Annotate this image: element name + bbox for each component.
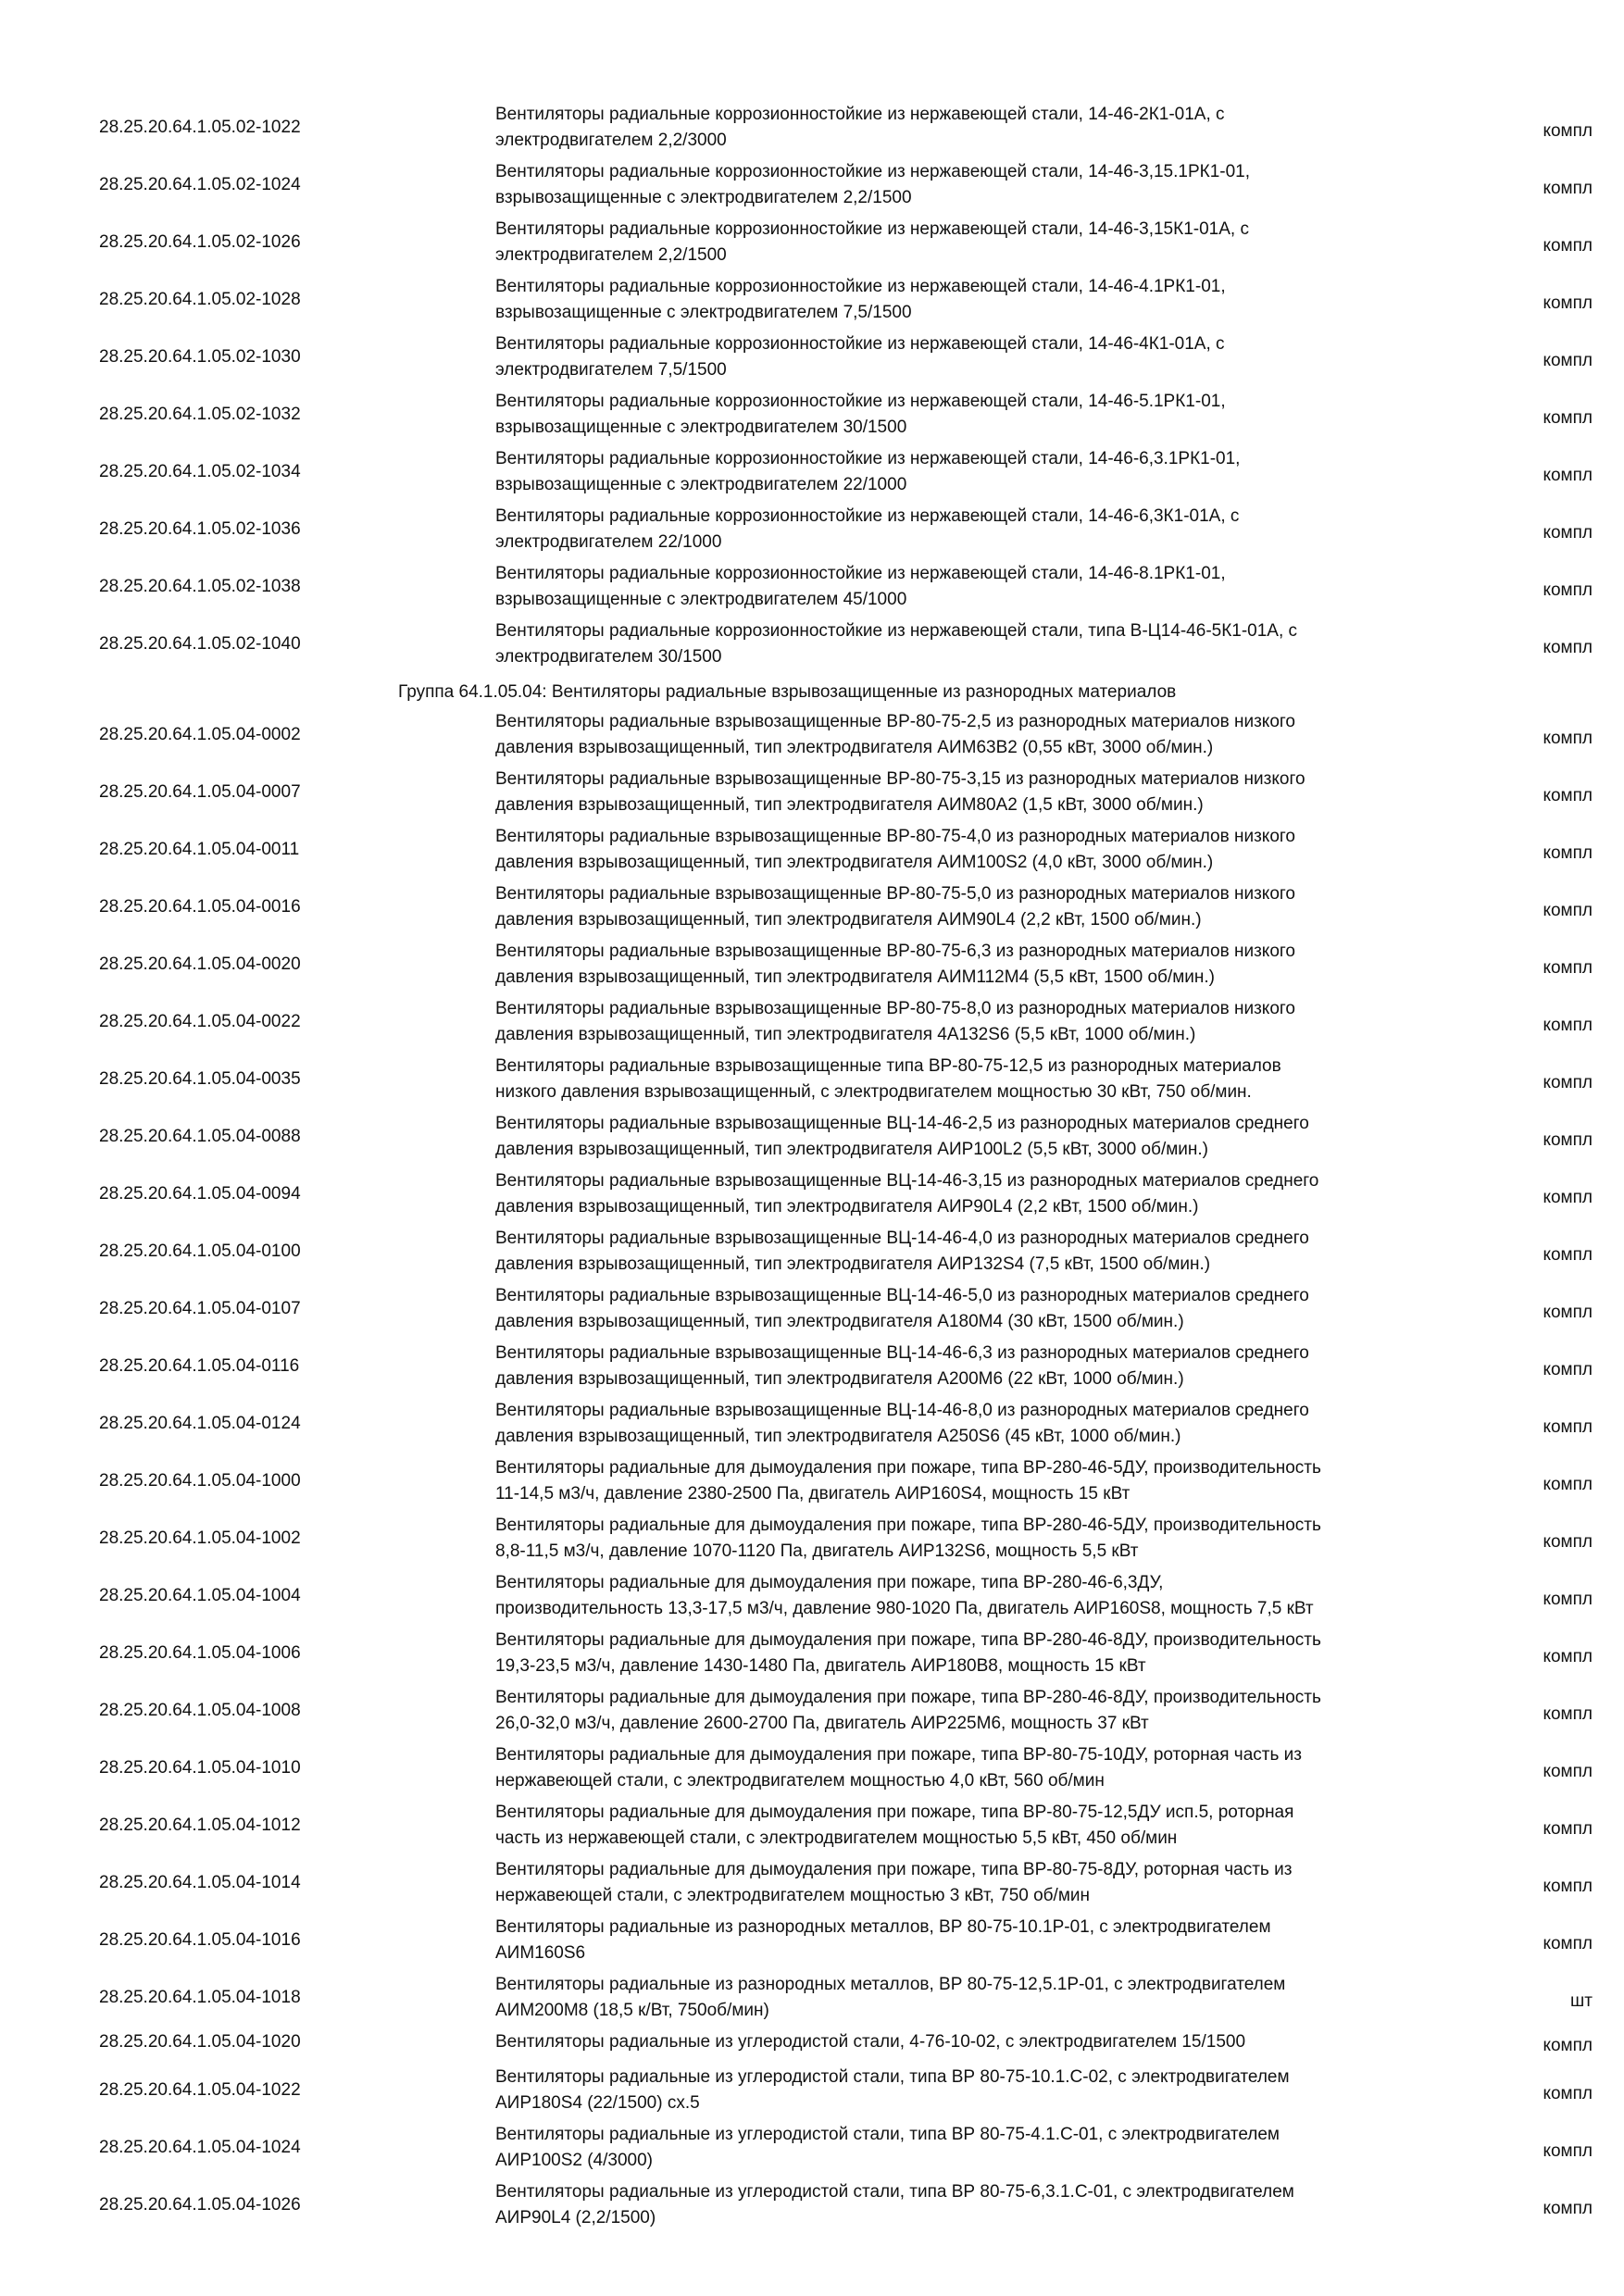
description-line: Вентиляторы радиальные коррозионностойкие из нержавеющей стали, 14-46-6,3К1-01А, с [495,506,1240,526]
resource-code: 28.25.20.64.1.05.04-1002 [99,1529,301,1548]
resource-description [495,1455,1449,1507]
resource-description [495,824,1449,876]
description-line: электродвигателем 30/1500 [495,647,722,667]
resource-description [495,102,1449,154]
resource-code: 28.25.20.64.1.05.04-0124 [99,1414,301,1433]
resource-code: 28.25.20.64.1.05.04-1010 [99,1758,301,1778]
unit-of-measure: компл [1543,2141,1593,2161]
unit-of-measure: компл [1543,1647,1593,1666]
table-row [0,824,1624,876]
resource-description [495,1628,1449,1679]
description-line: Вентиляторы радиальные коррозионностойкие из нержавеющей стали, 14-46-6,3.1РК1-01, [495,449,1241,468]
resource-code: 28.25.20.64.1.05.02-1034 [99,462,301,481]
description-line: Вентиляторы радиальные из углеродистой стали, типа ВР 80-75-4.1.С-01, с электродвигателем [495,2125,1280,2144]
description-line: АИМ160S6 [495,1943,586,1963]
description-line: электродвигателем 22/1000 [495,532,722,552]
table-row [0,1742,1624,1794]
resource-code: 28.25.20.64.1.05.02-1036 [99,519,301,539]
table-row [0,389,1624,441]
table-row [0,159,1624,211]
table-row [0,1628,1624,1679]
description-line: давления взрывозащищенный, тип электродвигателя АИМ90L4 (2,2 кВт, 1500 об/мин.) [495,910,1202,930]
description-line: взрывозащищенные с электродвигателем 22/1000 [495,475,907,494]
unit-of-measure: компл [1543,1417,1593,1437]
unit-of-measure: компл [1543,1532,1593,1552]
resource-code: 28.25.20.64.1.05.02-1038 [99,577,301,596]
resource-code: 28.25.20.64.1.05.02-1040 [99,634,301,654]
resource-code: 28.25.20.64.1.05.04-1026 [99,2195,301,2215]
unit-of-measure: компл [1543,843,1593,863]
resource-code: 28.25.20.64.1.05.02-1022 [99,118,301,137]
description-line: Вентиляторы радиальные взрывозащищенные ВЦ-14-46-2,5 из разнородных материалов среднего [495,1114,1309,1133]
resource-description [495,1226,1449,1278]
resource-code: 28.25.20.64.1.05.04-1012 [99,1816,301,1835]
description-line: низкого давления взрывозащищенный, с электродвигателем мощностью 30 кВт, 750 об/мин. [495,1082,1252,1102]
resource-code: 28.25.20.64.1.05.02-1028 [99,290,301,309]
table-row [0,331,1624,383]
resource-code: 28.25.20.64.1.05.02-1030 [99,347,301,367]
table-row [0,2029,1624,2055]
resource-description [495,1972,1449,2024]
table-row [0,767,1624,818]
description-line: давления взрывозащищенный, тип электродвигателя АИМ80А2 (1,5 кВт, 3000 об/мин.) [495,795,1204,815]
description-line: 11-14,5 м3/ч, давление 2380-2500 Па, двигатель АИР160S4, мощность 15 кВт [495,1484,1131,1504]
resource-description [495,2179,1449,2231]
description-line: 19,3-23,5 м3/ч, давление 1430-1480 Па, двигатель АИР180В8, мощность 15 кВт [495,1656,1146,1676]
unit-of-measure: компл [1543,1245,1593,1265]
unit-of-measure: компл [1543,1704,1593,1724]
table-row [0,102,1624,154]
description-line: Вентиляторы радиальные взрывозащищенные ВР-80-75-8,0 из разнородных материалов низкого [495,999,1295,1018]
description-line: АИР100S2 (4/3000) [495,2151,653,2170]
table-row [0,996,1624,1048]
unit-of-measure: компл [1543,1934,1593,1953]
description-line: электродвигателем 2,2/3000 [495,131,727,150]
description-line: Вентиляторы радиальные коррозионностойкие из нержавеющей стали, 14-46-2К1-01А, с [495,105,1225,124]
group-header [0,676,1624,709]
description-line: Вентиляторы радиальные из углеродистой стали, типа ВР 80-75-6,3.1.С-01, с электродвигателем [495,2182,1294,2202]
table-row [0,1570,1624,1622]
description-line: Вентиляторы радиальные коррозионностойкие из нержавеющей стали, 14-46-5.1РК1-01, [495,392,1226,411]
resource-description [495,618,1449,670]
description-line: Вентиляторы радиальные коррозионностойкие из нержавеющей стали, 14-46-4.1РК1-01, [495,277,1226,296]
unit-of-measure: компл [1543,1877,1593,1896]
unit-of-measure: компл [1543,466,1593,485]
resource-description [495,1283,1449,1335]
description-line: нержавеющей стали, с электродвигателем мощностью 4,0 кВт, 560 об/мин [495,1771,1105,1791]
description-line: взрывозащищенные с электродвигателем 2,2/1500 [495,188,912,207]
table-row [0,1455,1624,1507]
table-row [0,881,1624,933]
unit-of-measure: компл [1543,408,1593,428]
resource-description [495,389,1449,441]
description-line: давления взрывозащищенный, тип электродвигателя А250S6 (45 кВт, 1000 об/мин.) [495,1427,1181,1446]
unit-of-measure: компл [1543,729,1593,748]
table-row [0,1800,1624,1852]
unit-of-measure: компл [1543,1188,1593,1207]
description-line: Вентиляторы радиальные взрывозащищенные ВЦ-14-46-6,3 из разнородных материалов среднего [495,1343,1309,1363]
resource-code: 28.25.20.64.1.05.04-1016 [99,1930,301,1950]
description-line: Вентиляторы радиальные взрывозащищенные ВЦ-14-46-5,0 из разнородных материалов среднего [495,1286,1309,1305]
resource-description [495,2122,1449,2174]
description-line: Вентиляторы радиальные для дымоудаления при пожаре, типа ВР-280-46-8ДУ, производительность [495,1688,1321,1707]
resource-code: 28.25.20.64.1.05.02-1024 [99,175,301,194]
description-line: Вентиляторы радиальные для дымоудаления при пожаре, типа ВР-280-46-6,3ДУ, [495,1573,1164,1592]
table-row [0,561,1624,613]
description-line: давления взрывозащищенный, тип электродвигателя АИР90L4 (2,2 кВт, 1500 об/мин.) [495,1197,1199,1217]
resource-code: 28.25.20.64.1.05.04-1018 [99,1988,301,2007]
table-row [0,1283,1624,1335]
description-line: Вентиляторы радиальные из углеродистой стали, 4-76-10-02, с электродвигателем 15/1500 [495,2032,1246,2052]
table-row [0,1168,1624,1220]
table-row [0,1226,1624,1278]
description-line: взрывозащищенные с электродвигателем 30/1500 [495,418,907,437]
unit-of-measure: компл [1543,2199,1593,2218]
description-line: Вентиляторы радиальные коррозионностойкие из нержавеющей стали, типа В-Ц14-46-5К1-01А, с [495,621,1298,641]
description-line: Вентиляторы радиальные коррозионностойкие из нержавеющей стали, 14-46-3,15К1-01А, с [495,219,1249,239]
description-line: Вентиляторы радиальные для дымоудаления при пожаре, типа ВР-80-75-10ДУ, роторная часть из [495,1745,1302,1765]
resource-description [495,1570,1449,1622]
description-line: нержавеющей стали, с электродвигателем мощностью 3 кВт, 750 об/мин [495,1886,1091,1905]
resource-code: 28.25.20.64.1.05.04-0007 [99,782,301,802]
resource-description [495,2029,1449,2055]
unit-of-measure: компл [1543,1303,1593,1322]
resource-description [495,881,1449,933]
description-line: взрывозащищенные с электродвигателем 7,5/1500 [495,303,912,322]
table-row [0,1915,1624,1966]
description-line: электродвигателем 2,2/1500 [495,245,727,265]
resource-description [495,1915,1449,1966]
unit-of-measure: компл [1543,1819,1593,1839]
unit-of-measure: компл [1543,901,1593,920]
resource-code: 28.25.20.64.1.05.04-1020 [99,2032,301,2052]
table-row [0,1685,1624,1737]
resource-code: 28.25.20.64.1.05.04-1008 [99,1701,301,1720]
description-line: АИР90L4 (2,2/1500) [495,2208,656,2227]
description-line: АИМ200М8 (18,5 к/Вт, 750об/мин) [495,2001,769,2020]
unit-of-measure: компл [1543,2036,1593,2055]
description-line: Вентиляторы радиальные коррозионностойкие из нержавеющей стали, 14-46-3,15.1РК1-01, [495,162,1251,181]
unit-of-measure: компл [1543,1762,1593,1781]
unit-of-measure: компл [1543,293,1593,313]
table-row [0,1513,1624,1565]
resource-code: 28.25.20.64.1.05.04-0011 [99,840,300,859]
description-line: Вентиляторы радиальные взрывозащищенные ВЦ-14-46-8,0 из разнородных материалов среднего [495,1401,1309,1420]
resource-code: 28.25.20.64.1.05.02-1026 [99,232,301,252]
resource-code: 28.25.20.64.1.05.04-1006 [99,1643,301,1663]
description-line: Вентиляторы радиальные взрывозащищенные ВР-80-75-3,15 из разнородных материалов низкого [495,769,1305,789]
unit-of-measure: компл [1543,179,1593,198]
description-line: Вентиляторы радиальные из углеродистой стали, типа ВР 80-75-10.1.С-02, с электродвигателем [495,2067,1290,2087]
description-line: Вентиляторы радиальные из разнородных металлов, ВР 80-75-10.1Р-01, с электродвигателем [495,1917,1271,1937]
description-line: давления взрывозащищенный, тип электродвигателя АИМ63В2 (0,55 кВт, 3000 об/мин.) [495,738,1214,757]
resource-description [495,1513,1449,1565]
resource-description [495,1168,1449,1220]
unit-of-measure: компл [1543,121,1593,141]
unit-of-measure: шт [1570,1991,1593,2011]
description-line: Вентиляторы радиальные взрывозащищенные ВР-80-75-6,3 из разнородных материалов низкого [495,942,1295,961]
description-line: Вентиляторы радиальные для дымоудаления при пожаре, типа ВР-280-46-5ДУ, производительность [495,1516,1321,1535]
resource-code: 28.25.20.64.1.05.04-0088 [99,1127,301,1146]
description-line: Вентиляторы радиальные для дымоудаления при пожаре, типа ВР-80-75-12,5ДУ исп.5, роторная [495,1803,1294,1822]
description-line: 8,8-11,5 м3/ч, давление 1070-1120 Па, двигатель АИР132S6, мощность 5,5 кВт [495,1541,1139,1561]
table-row [0,1341,1624,1392]
resource-code: 28.25.20.64.1.05.04-1024 [99,2138,301,2157]
table-row [0,2065,1624,2116]
table-row [0,618,1624,670]
unit-of-measure: компл [1543,523,1593,543]
resource-code: 28.25.20.64.1.05.04-0016 [99,897,301,917]
description-line: АИР180S4 (22/1500) сх.5 [495,2093,700,2113]
description-line: электродвигателем 7,5/1500 [495,360,727,380]
resource-description [495,217,1449,268]
resource-description [495,709,1449,761]
resource-description [495,1341,1449,1392]
resource-description [495,446,1449,498]
description-line: Вентиляторы радиальные для дымоудаления при пожаре, типа ВР-280-46-8ДУ, производительность [495,1630,1321,1650]
resource-description [495,1054,1449,1105]
resource-description [495,504,1449,555]
description-line: взрывозащищенные с электродвигателем 45/1000 [495,590,907,609]
unit-of-measure: компл [1543,2084,1593,2103]
resource-description [495,1800,1449,1852]
resource-description [495,1742,1449,1794]
unit-of-measure: компл [1543,1360,1593,1379]
resource-description [495,159,1449,211]
unit-of-measure: компл [1543,786,1593,805]
table-row [0,1111,1624,1163]
description-line: Вентиляторы радиальные взрывозащищенные ВР-80-75-2,5 из разнородных материалов низкого [495,712,1295,731]
resource-code: 28.25.20.64.1.05.04-1000 [99,1471,301,1491]
resource-code: 28.25.20.64.1.05.04-0100 [99,1242,301,1261]
description-line: часть из нержавеющей стали, с электродвигателем мощностью 5,5 кВт, 450 об/мин [495,1828,1178,1848]
table-row [0,504,1624,555]
resource-description [495,1857,1449,1909]
description-line: Вентиляторы радиальные для дымоудаления при пожаре, типа ВР-80-75-8ДУ, роторная часть из [495,1860,1293,1879]
description-line: давления взрывозащищенный, тип электродвигателя АИР132S4 (7,5 кВт, 1500 об/мин.) [495,1254,1211,1274]
resource-description [495,939,1449,991]
description-line: Вентиляторы радиальные коррозионностойкие из нержавеющей стали, 14-46-4К1-01А, с [495,334,1225,354]
resource-code: 28.25.20.64.1.05.04-1014 [99,1873,301,1892]
description-line: давления взрывозащищенный, тип электродвигателя А200М6 (22 кВт, 1000 об/мин.) [495,1369,1184,1389]
description-line: Вентиляторы радиальные из разнородных металлов, ВР 80-75-12,5.1Р-01, с электродвигателем [495,1975,1286,1994]
description-line: 26,0-32,0 м3/ч, давление 2600-2700 Па, двигатель АИР225М6, мощность 37 кВт [495,1714,1149,1733]
description-line: Вентиляторы радиальные коррозионностойкие из нержавеющей стали, 14-46-8.1РК1-01, [495,564,1226,583]
description-line: Вентиляторы радиальные взрывозащищенные ВЦ-14-46-4,0 из разнородных материалов среднего [495,1229,1309,1248]
table-row [0,709,1624,761]
table-row [0,939,1624,991]
description-line: Вентиляторы радиальные взрывозащищенные ВР-80-75-5,0 из разнородных материалов низкого [495,884,1295,904]
table-row [0,1398,1624,1450]
group-title: Группа 64.1.05.04: Вентиляторы радиальные взрывозащищенные из разнородных материалов [398,682,1177,702]
resource-description [495,1398,1449,1450]
description-line: давления взрывозащищенный, тип электродвигателя 4А132S6 (5,5 кВт, 1000 об/мин.) [495,1025,1196,1044]
description-line: Вентиляторы радиальные взрывозащищенные типа ВР-80-75-12,5 из разнородных материалов [495,1056,1281,1076]
resource-description [495,1685,1449,1737]
description-line: давления взрывозащищенный, тип электродвигателя А180М4 (30 кВт, 1500 об/мин.) [495,1312,1184,1331]
resource-description [495,331,1449,383]
description-line: производительность 13,3-17,5 м3/ч, давление 980-1020 Па, двигатель АИР160S8, мощность 7,5 кВт [495,1599,1314,1618]
unit-of-measure: компл [1543,1016,1593,1035]
resource-code: 28.25.20.64.1.05.04-0002 [99,725,301,744]
description-line: давления взрывозащищенный, тип электродвигателя АИМ112М4 (5,5 кВт, 1500 об/мин.) [495,967,1215,987]
resource-code: 28.25.20.64.1.05.04-0035 [99,1069,301,1089]
resource-code: 28.25.20.64.1.05.04-0094 [99,1184,301,1204]
resource-code: 28.25.20.64.1.05.02-1032 [99,405,301,424]
resource-code: 28.25.20.64.1.05.04-0116 [99,1356,300,1376]
resource-description [495,1111,1449,1163]
table-row [0,1054,1624,1105]
description-line: Вентиляторы радиальные взрывозащищенные ВЦ-14-46-3,15 из разнородных материалов среднего [495,1171,1319,1191]
description-line: давления взрывозащищенный, тип электродвигателя АИМ100S2 (4,0 кВт, 3000 об/мин.) [495,853,1214,872]
resource-description [495,2065,1449,2116]
unit-of-measure: компл [1543,580,1593,600]
resource-code: 28.25.20.64.1.05.04-0020 [99,955,301,974]
unit-of-measure: компл [1543,1475,1593,1494]
unit-of-measure: компл [1543,351,1593,370]
description-line: Вентиляторы радиальные взрывозащищенные ВР-80-75-4,0 из разнородных материалов низкого [495,827,1295,846]
description-line: Вентиляторы радиальные для дымоудаления при пожаре, типа ВР-280-46-5ДУ, производительность [495,1458,1321,1478]
table-row [0,446,1624,498]
resource-code: 28.25.20.64.1.05.04-1022 [99,2080,301,2100]
unit-of-measure: компл [1543,958,1593,978]
unit-of-measure: компл [1543,638,1593,657]
unit-of-measure: компл [1543,1590,1593,1609]
resource-code: 28.25.20.64.1.05.04-0107 [99,1299,301,1318]
table-row [0,2179,1624,2231]
resource-description [495,996,1449,1048]
table-row [0,1857,1624,1909]
table-row [0,1972,1624,2024]
unit-of-measure: компл [1543,1130,1593,1150]
resource-description [495,767,1449,818]
resource-code: 28.25.20.64.1.05.04-0022 [99,1012,301,1031]
description-line: давления взрывозащищенный, тип электродвигателя АИР100L2 (5,5 кВт, 3000 об/мин.) [495,1140,1208,1159]
resource-code: 28.25.20.64.1.05.04-1004 [99,1586,301,1605]
table-row [0,217,1624,268]
resource-description [495,274,1449,326]
unit-of-measure: компл [1543,1073,1593,1092]
table-row [0,2122,1624,2174]
table-row [0,274,1624,326]
unit-of-measure: компл [1543,236,1593,256]
resource-description [495,561,1449,613]
